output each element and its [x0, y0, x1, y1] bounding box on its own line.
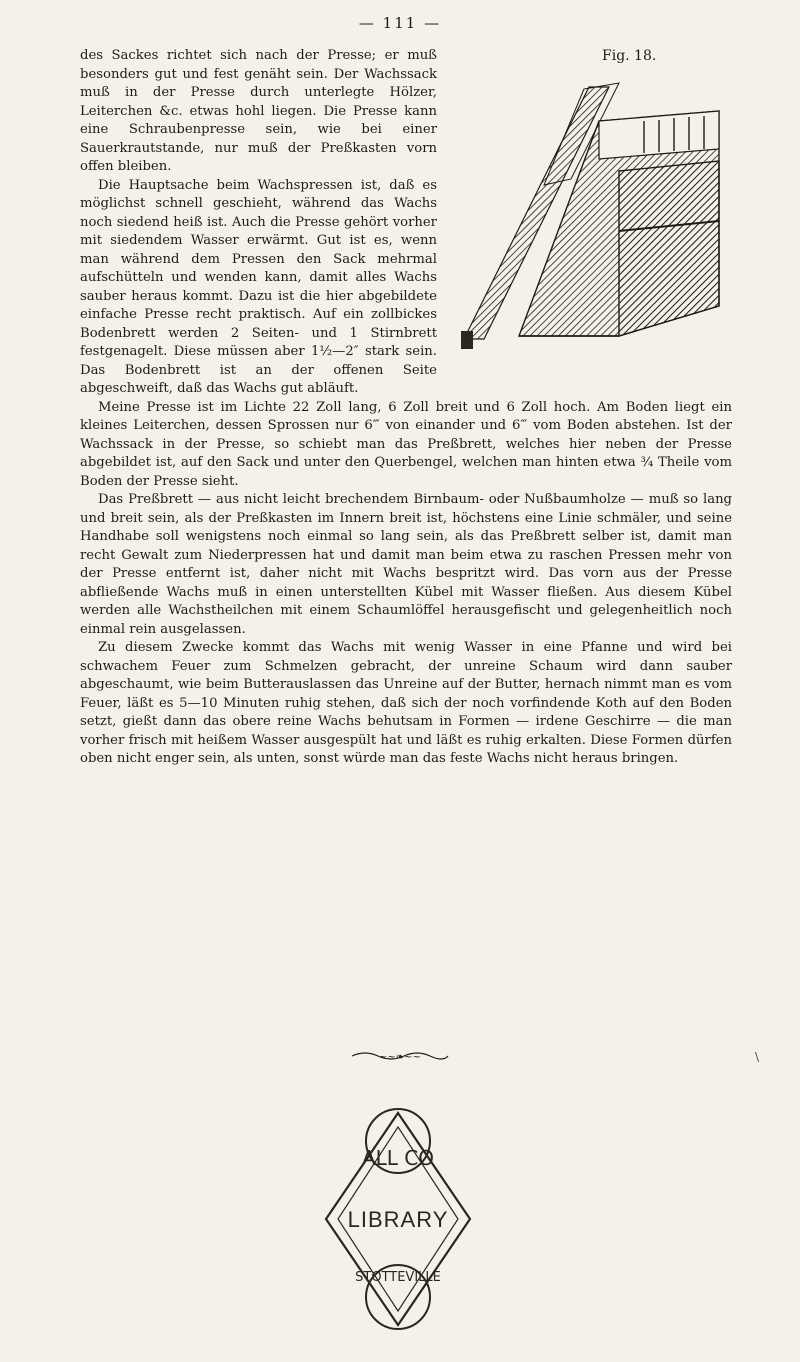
- svg-text:~~❧~~: ~~❧~~: [379, 1052, 421, 1063]
- library-stamp: [318, 1105, 478, 1335]
- stamp-bottom-text: STOTTEVILLE: [355, 1270, 441, 1285]
- figure-18: [447, 47, 732, 365]
- press-box-drawing: [519, 111, 719, 336]
- paragraph-2: Die Hauptsache beim Wachspressen ist, daß es möglichst schnell geschieht, während das Wachs noch siedend heiß ist. Auch die Presse gehört vorher mit siedendem Wasser erwärmt. Gut ist es, wenn man während dem Pressen den Sack mehrmal aufschütteln und wenden kann, damit alles Wachs sauber heraus kommt. Dazu ist die hier abgebildete einfache Presse recht praktisch. Auf ein zollbickes Bodenbrett werden 2 Seiten- und 1 Stirnbrett festgenagelt. Diese müssen aber 1½—2″ stark sein. Das Bodenbrett ist an der offenen Seite abgeschweift, daß das Wachs gut abläuft.: [80, 177, 437, 396]
- paragraph-1: des Sackes richtet sich nach der Presse; er muß besonders gut und fest genäht sein. Der Wachssack muß in der Presse durch unterlegte Hölzer, Leiterchen &c. etwas hohl liegen. Die Presse kann eine Schraubenpresse sein, wie bei einer Sauerkrautstande, nur muß der Preßkasten vorn offen bleiben.: [80, 48, 437, 174]
- stray-mark: \: [755, 1050, 760, 1064]
- stamp-center-text: LIBRARY: [347, 1207, 449, 1232]
- section-ornament: [0, 1048, 800, 1064]
- page-number: — 111 —: [358, 14, 442, 32]
- body-text: [80, 47, 732, 769]
- paragraph-3: Meine Presse ist im Lichte 22 Zoll lang, 6 Zoll breit und 6 Zoll hoch. Am Boden liegt ein kleines Leiterchen, dessen Sprossen nur 6‴ von einander und 6‴ vom Boden abstehen. Ist der Wachssack in der Presse, so schiebt man das Preßbrett, welches hier neben der Presse abgebildet ist, auf den Sack und unter den Querbengel, welchen man hinten etwa ¾ Theile vom Boden der Presse sieht.: [80, 399, 732, 489]
- paragraph-4: Das Preßbrett — aus nicht leicht brechendem Birnbaum- oder Nußbaumholze — muß so lang und breit sein, als der Preßkasten im Innern breit ist, höchstens eine Linie schmäler, und seine Handhabe soll wenigstens noch einmal so lang sein, als das Preßbrett selber ist, damit man recht Gewalt zum Niederpressen hat und damit man beim etwa zu raschen Pressen mehr von der Presse entfernt ist, daher nicht mit Wachs bespritzt wird. Das vorn aus der Presse abfließende Wachs muß in einen unterstellten Kübel mit Wasser fließen. Aus diesem Kübel werden alle Wachstheilchen mit einem Schaumlöffel herausgefischt und gelegenheitlich noch einmal rein ausgelassen.: [80, 492, 732, 637]
- stamp-top-text: ALL CO: [361, 1146, 435, 1170]
- paragraph-5: Zu diesem Zwecke kommt das Wachs mit wenig Wasser in eine Pfanne und wird bei schwachem Feuer zum Schmelzen gebracht, der unreine Schaum wird dann sauber abgeschaumt, wie beim Butterauslassen das Unreine auf der Butter, hernach nimmt man es vom Feuer, läßt es 5—10 Minuten ruhig stehen, daß sich der noch vorfindende Koth auf den Boden setzt, gießt dann das obere reine Wachs behutsam in Formen — irdene Geschirre — die man vorher frisch mit heißem Wasser ausgespült hat und läßt es ruhig erkalten. Diese Formen dürfen oben nicht enger sein, als unten, sonst würde man das feste Wachs nicht heraus bringen.: [80, 640, 732, 766]
- wax-press-illustration: [459, 81, 724, 356]
- figure-label: Fig. 18.: [602, 48, 657, 64]
